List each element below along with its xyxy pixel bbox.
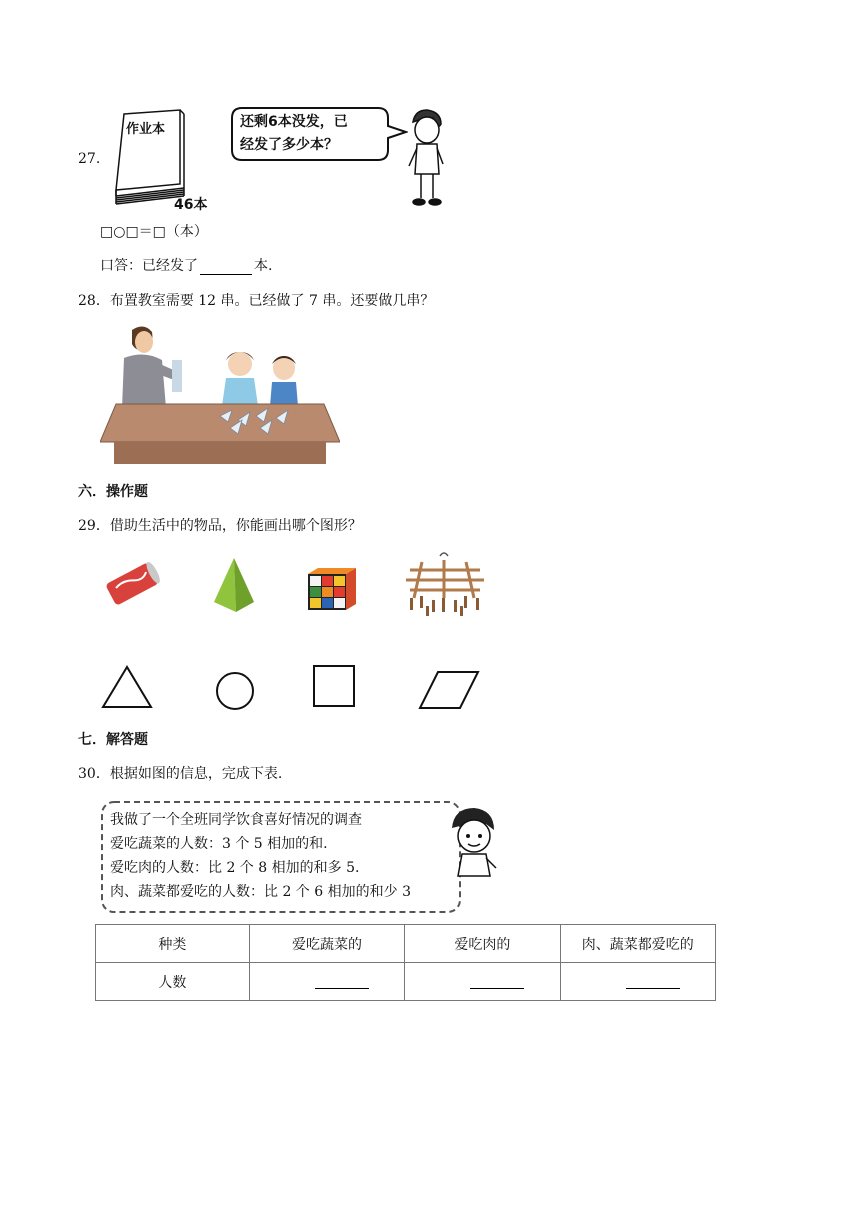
pyramid-icon	[210, 556, 256, 614]
boy-illustration	[405, 108, 447, 208]
can-icon	[102, 558, 162, 610]
survey-table	[95, 924, 716, 1001]
section-7-title: 七．解答题	[78, 732, 148, 748]
table-header-cell: 爱吃肉的	[405, 925, 560, 963]
question-28-text: 28．布置教室需要 12 串。已经做了 7 串。还要做几串？	[78, 293, 435, 309]
answer-blank[interactable]	[200, 260, 252, 275]
classroom-crane-illustration	[100, 320, 340, 468]
equation-template: □○□＝□（本）	[100, 224, 208, 240]
note-line: 我做了一个全班同学饮食喜好情况的调查	[110, 812, 362, 828]
answer-suffix: 本.	[254, 258, 273, 274]
circle-shape	[214, 670, 256, 712]
question-27-number: 27.	[78, 151, 101, 167]
answer-blank[interactable]	[626, 970, 680, 989]
table-header-cell: 爱吃蔬菜的	[249, 925, 404, 963]
speech-line-1: 还剩6本没发，已	[240, 114, 348, 130]
speech-line-2: 经发了多少本？	[240, 137, 338, 153]
square-shape	[312, 664, 356, 708]
question-30-text: 30．根据如图的信息，完成下表.	[78, 766, 283, 782]
answer-prefix: 口答：已经发了	[100, 258, 198, 274]
notebook-stack-illustration	[110, 106, 210, 214]
note-line: 肉、蔬菜都爱吃的人数：比 2 个 6 相加的和少 3	[110, 884, 411, 900]
question-29-text: 29．借助生活中的物品，你能画出哪个图形？	[78, 518, 362, 534]
clothes-rack-icon	[402, 550, 488, 620]
triangle-shape	[100, 664, 154, 710]
table-header-row	[96, 925, 716, 963]
girl-illustration	[446, 806, 498, 892]
rubiks-cube-icon	[306, 566, 358, 612]
table-cell-vegetable	[249, 963, 404, 1001]
table-cell-both	[560, 963, 715, 1001]
survey-note-box	[100, 800, 462, 914]
note-line: 爱吃肉的人数：比 2 个 8 相加的和多 5.	[110, 860, 360, 876]
speech-bubble	[228, 106, 408, 162]
answer-blank[interactable]	[315, 970, 369, 989]
table-header-cell: 种类	[96, 925, 250, 963]
parallelogram-shape	[416, 670, 482, 710]
table-row-label: 人数	[96, 963, 250, 1001]
q27-answer-line	[100, 257, 272, 275]
answer-blank[interactable]	[470, 970, 524, 989]
note-line: 爱吃蔬菜的人数：3 个 5 相加的和.	[110, 836, 328, 852]
table-row	[96, 963, 716, 1001]
table-header-cell: 肉、蔬菜都爱吃的	[560, 925, 715, 963]
table-cell-meat	[405, 963, 560, 1001]
notebook-label: 作业本	[126, 122, 166, 137]
section-6-title: 六．操作题	[78, 484, 148, 500]
notebook-count: 46本	[174, 197, 208, 213]
